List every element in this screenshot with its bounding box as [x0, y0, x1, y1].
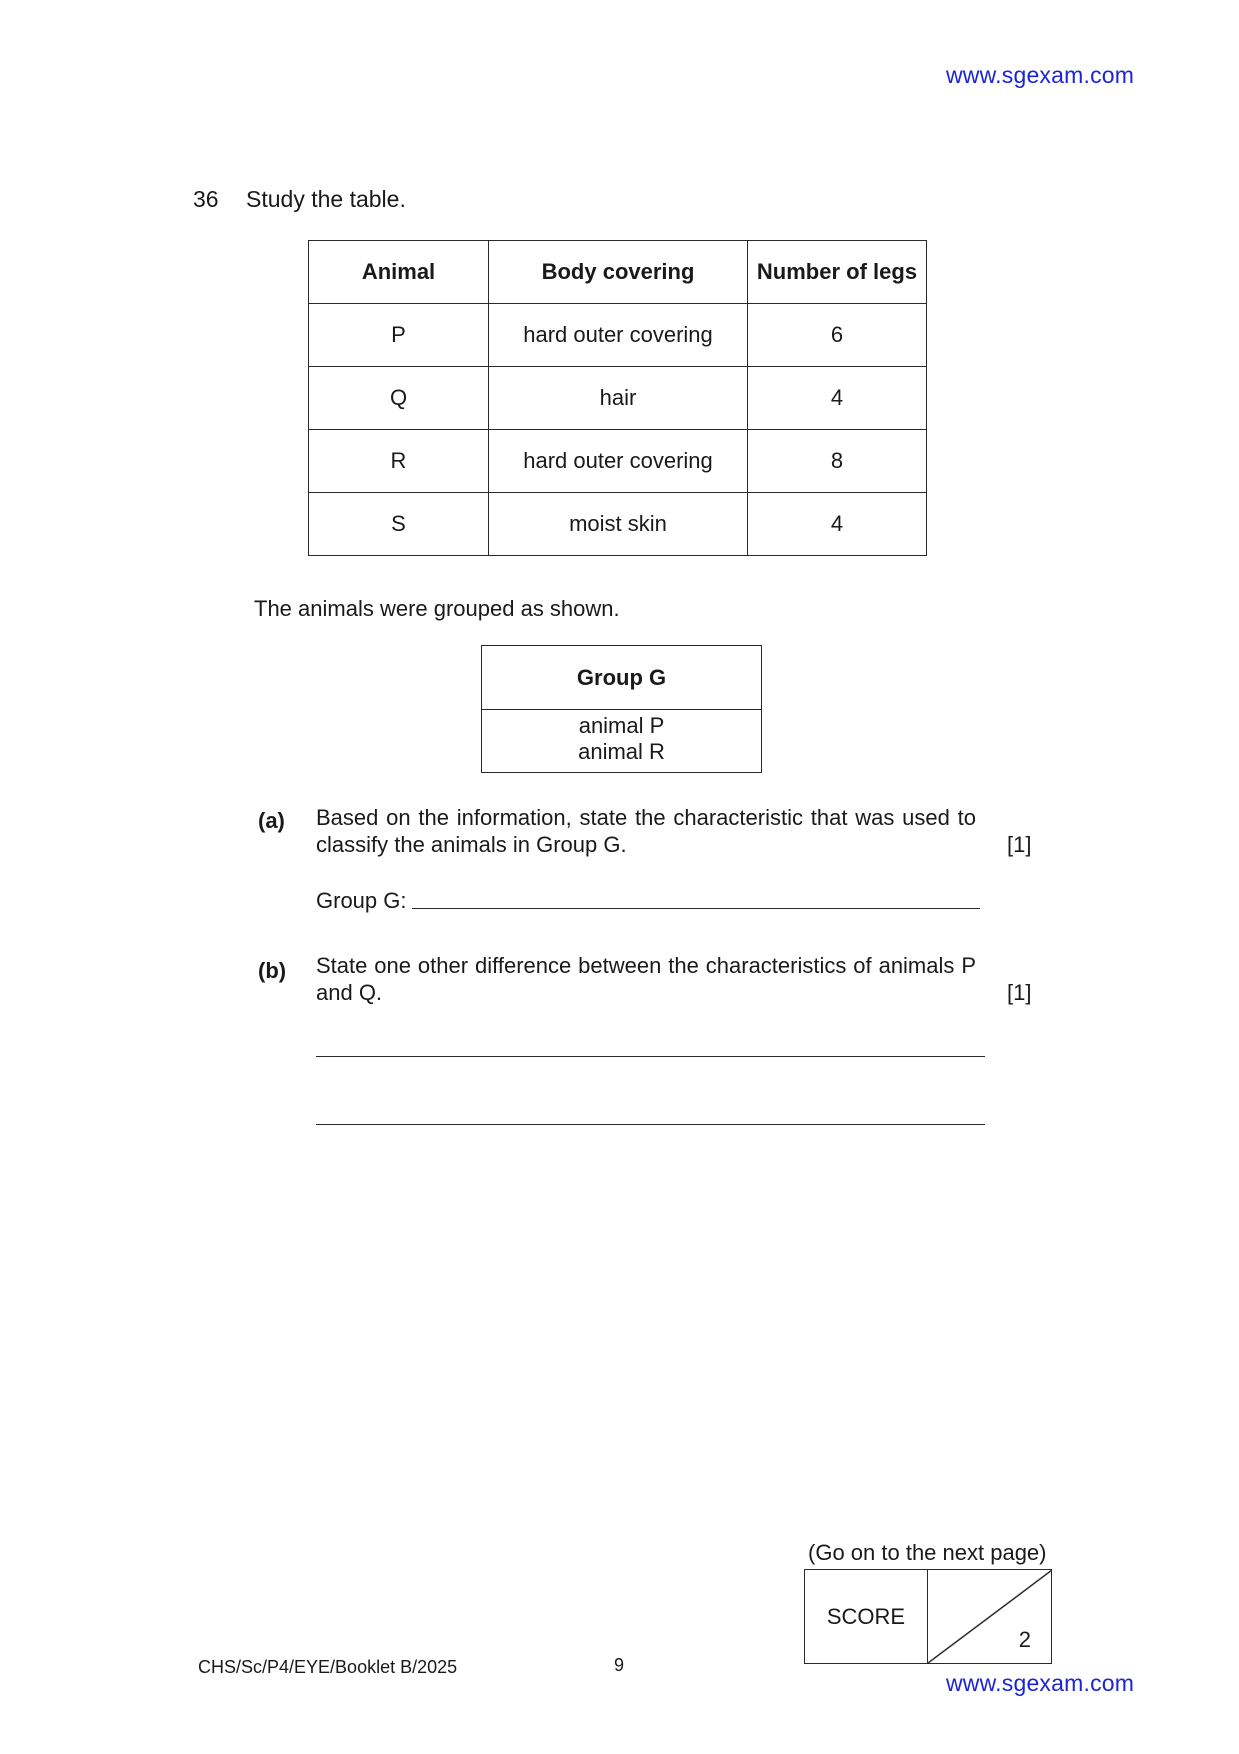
table-cell-legs: 6 — [748, 304, 927, 367]
animal-table — [308, 240, 927, 556]
table-row — [309, 367, 927, 430]
part-a-marks: [1] — [1007, 832, 1032, 857]
score-box — [804, 1569, 1052, 1664]
table-cell-legs: 4 — [748, 493, 927, 556]
table-cell-body-covering: hard outer covering — [489, 304, 748, 367]
table-header-body-covering: Body covering — [489, 241, 748, 304]
table-cell-body-covering: moist skin — [489, 493, 748, 556]
booklet-code: CHS/Sc/P4/EYE/Booklet B/2025 — [198, 1657, 458, 1677]
part-a-answer-prefix: Group G: — [316, 888, 407, 913]
group-g-title: Group G — [482, 646, 761, 710]
group-member: animal P — [578, 713, 665, 738]
page-number: 9 — [614, 1655, 625, 1675]
table-header-animal: Animal — [309, 241, 489, 304]
grouping-statement: The animals were grouped as shown. — [254, 596, 620, 621]
table-cell-animal: R — [309, 430, 489, 493]
go-on-notice: (Go on to the next page) — [808, 1540, 1047, 1565]
part-b-answer-line[interactable] — [316, 1124, 985, 1125]
group-member: animal R — [578, 739, 665, 764]
table-cell-animal: S — [309, 493, 489, 556]
score-value-cell — [928, 1570, 1051, 1663]
group-g-box — [481, 645, 762, 773]
part-b-question: State one other difference between the characteristics of animals P and Q. — [316, 953, 976, 1005]
table-cell-body-covering: hair — [489, 367, 748, 430]
part-a-answer-line[interactable] — [412, 908, 980, 909]
part-a-question: Based on the information, state the characteristic that was used to classify the animals in Group G. — [316, 805, 976, 857]
question-intro: Study the table. — [246, 186, 406, 212]
question-number: 36 — [193, 186, 219, 212]
table-cell-body-covering: hard outer covering — [489, 430, 748, 493]
table-cell-legs: 4 — [748, 367, 927, 430]
table-cell-legs: 8 — [748, 430, 927, 493]
group-g-members — [482, 710, 761, 765]
score-diagonal — [928, 1570, 1052, 1663]
table-cell-animal: P — [309, 304, 489, 367]
part-b-answer-line[interactable] — [316, 1056, 985, 1057]
table-header-row — [309, 241, 927, 304]
table-header-number-of-legs: Number of legs — [748, 241, 927, 304]
watermark-top: www.sgexam.com — [946, 62, 1135, 88]
table-row — [309, 493, 927, 556]
part-b-marks: [1] — [1007, 980, 1032, 1005]
part-a-label: (a) — [258, 808, 285, 833]
score-total: 2 — [1018, 1627, 1031, 1652]
table-cell-animal: Q — [309, 367, 489, 430]
score-label: SCORE — [805, 1570, 928, 1663]
table-row — [309, 304, 927, 367]
table-row — [309, 430, 927, 493]
part-b-label: (b) — [258, 958, 287, 983]
watermark-bottom: www.sgexam.com — [946, 1670, 1135, 1696]
